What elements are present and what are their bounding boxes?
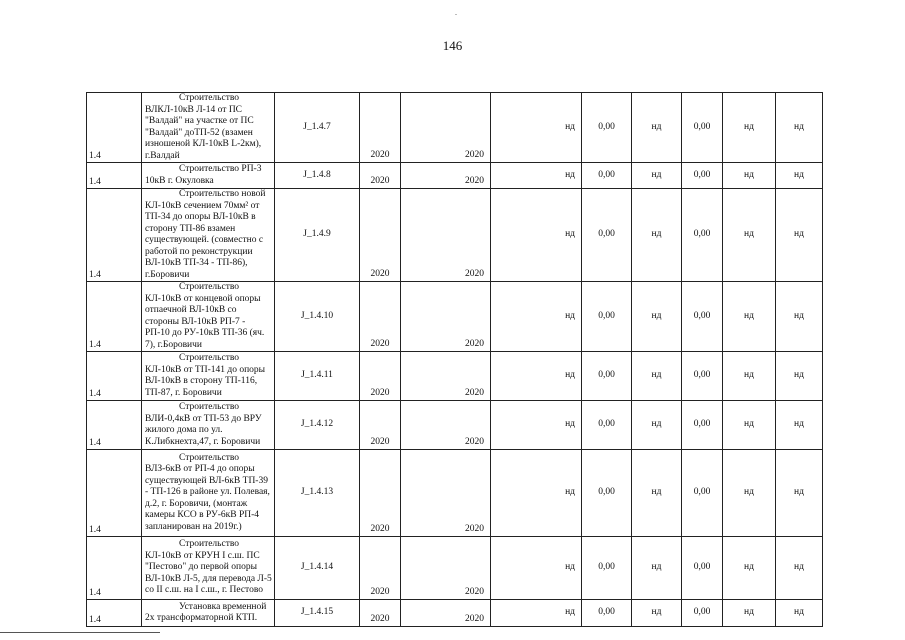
cell-year-end: 2020 [401,352,491,401]
cell-year-start: 2020 [360,163,401,189]
table-row [87,282,823,352]
cell-value: 0,00 [682,189,723,282]
cell-value: нд [723,352,776,401]
cell-id: J_1.4.13 [275,450,360,537]
cell-id: J_1.4.9 [275,189,360,282]
cell-value: 0,00 [582,189,632,282]
cell-code: 1.4 [87,450,142,537]
cell-id: J_1.4.14 [275,537,360,600]
cell-name [142,93,275,163]
cell-code: 1.4 [87,163,142,189]
cell-value: 0,00 [682,401,723,450]
table-row [87,401,823,450]
cell-value: нд [491,537,582,600]
cell-value: нд [491,401,582,450]
cell-year-end: 2020 [401,282,491,352]
data-table [86,92,823,627]
cell-value: 0,00 [682,537,723,600]
cell-id: J_1.4.12 [275,401,360,450]
cell-value: 0,00 [582,401,632,450]
cell-value: нд [776,189,823,282]
table-row [87,600,823,627]
cell-value: нд [491,189,582,282]
cell-value: нд [491,352,582,401]
cell-value: нд [632,282,682,352]
cell-code: 1.4 [87,93,142,163]
cell-value: 0,00 [682,163,723,189]
cell-value: нд [723,163,776,189]
cell-name [142,537,275,600]
cell-year-end: 2020 [401,189,491,282]
project-name: Строительство ВЛИ-0,4кВ от ТП-53 до ВРУ жилого дома по ул. К.Либкнехта,47, г. Боровичи [145,402,262,447]
cell-year-start: 2020 [360,352,401,401]
project-name: Строительство КЛ-10кВ от КРУН I с.ш. ПС "Пестово" до первой опоры ВЛ-10кВ Л-5, для перевода Л-5 со II с.ш. на I с.ш., г. Пестово [145,539,272,596]
footnote-rule [0,632,160,633]
cell-value: нд [723,537,776,600]
cell-year-end: 2020 [401,401,491,450]
cell-value: нд [632,537,682,600]
cell-id: J_1.4.15 [275,600,360,627]
cell-code: 1.4 [87,401,142,450]
cell-code: 1.4 [87,600,142,627]
table-row [87,93,823,163]
cell-value: нд [723,450,776,537]
cell-year-start: 2020 [360,401,401,450]
cell-name [142,600,275,627]
cell-value: 0,00 [582,450,632,537]
cell-code: 1.4 [87,352,142,401]
cell-year-start: 2020 [360,189,401,282]
project-name: Строительство ВЛКЛ-10кВ Л-14 от ПС "Валдай" на участке от ПС "Валдай" доТП-52 (взамен изношеной КЛ-10кВ L-2км), г.Валдай [145,93,262,161]
project-name: Строительство КЛ-10кВ от ТП-141 до опоры ВЛ-10кВ в сторону ТП-116, ТП-87, г. Боровичи [145,353,266,398]
table-row [87,352,823,401]
cell-value: нд [723,401,776,450]
cell-value: 0,00 [582,163,632,189]
project-name: Строительство КЛ-10кВ от концевой опоры отпаечной ВЛ-10кВ со стороны ВЛ-10кВ РП-7 - РП-10 до РУ-10кВ ТП-36 (яч. 7), г.Боровичи [145,282,265,350]
cell-value: нд [632,401,682,450]
cell-value: нд [776,93,823,163]
project-name: Установка временной 2х трансформаторной КТП. [145,601,267,623]
cell-value: 0,00 [682,600,723,627]
cell-name [142,282,275,352]
cell-value: 0,00 [582,352,632,401]
cell-value: нд [723,282,776,352]
cell-code: 1.4 [87,189,142,282]
cell-year-start: 2020 [360,600,401,627]
cell-name [142,352,275,401]
cell-year-end: 2020 [401,450,491,537]
project-name: Строительство ВЛЗ-6кВ от РП-4 до опоры существующей ВЛ-6кВ ТП-39 - ТП-126 в районе ул. Полевая, д.2, г. Боровичи, (монтаж камеры КСО в РУ-6кВ РП-4 запланирован на 2019г.) [145,452,270,532]
cell-value: нд [632,163,682,189]
cell-name [142,163,275,189]
cell-name [142,401,275,450]
cell-year-end: 2020 [401,600,491,627]
cell-year-end: 2020 [401,163,491,189]
cell-value: 0,00 [682,352,723,401]
cell-year-end: 2020 [401,537,491,600]
cell-value: нд [632,600,682,627]
cell-value: нд [632,93,682,163]
cell-value: нд [723,189,776,282]
cell-id: J_1.4.10 [275,282,360,352]
cell-value: нд [491,600,582,627]
cell-code: 1.4 [87,537,142,600]
cell-year-end: 2020 [401,93,491,163]
cell-value: нд [776,450,823,537]
cell-value: нд [776,537,823,600]
cell-value: нд [632,450,682,537]
page-number: 146 [442,38,463,53]
table-row [87,450,823,537]
cell-value: 0,00 [682,93,723,163]
cell-year-start: 2020 [360,282,401,352]
cell-value: нд [723,93,776,163]
cell-value: 0,00 [582,93,632,163]
table-row [87,163,823,189]
cell-value: нд [491,282,582,352]
project-name: Строительство новой КЛ-10кВ сечением 70мм² от ТП-34 до опоры ВЛ-10кВ в сторону ТП-86 взамен существующей. (совместно с работой по реконструкции ВЛ-10кВ ТП-34 - ТП-86), г.Боровичи [145,189,266,280]
cell-value: нд [776,600,823,627]
page-mark [455,14,457,15]
cell-value: 0,00 [682,450,723,537]
cell-value: нд [632,352,682,401]
cell-year-start: 2020 [360,450,401,537]
cell-value: нд [776,401,823,450]
project-name: Строительство РП-3 10кВ г. Окуловка [145,164,262,186]
cell-name [142,450,275,537]
cell-year-start: 2020 [360,537,401,600]
cell-code: 1.4 [87,282,142,352]
cell-name [142,189,275,282]
cell-value: нд [491,450,582,537]
cell-id: J_1.4.7 [275,93,360,163]
cell-year-start: 2020 [360,93,401,163]
table-row [87,189,823,282]
cell-value: 0,00 [582,282,632,352]
cell-value: 0,00 [682,282,723,352]
cell-value: нд [776,352,823,401]
cell-value: нд [491,93,582,163]
cell-id: J_1.4.8 [275,163,360,189]
cell-value: нд [491,163,582,189]
cell-value: 0,00 [582,537,632,600]
cell-value: 0,00 [582,600,632,627]
cell-id: J_1.4.11 [275,352,360,401]
cell-value: нд [632,189,682,282]
cell-value: нд [776,163,823,189]
cell-value: нд [776,282,823,352]
cell-value: нд [723,600,776,627]
table-row [87,537,823,600]
